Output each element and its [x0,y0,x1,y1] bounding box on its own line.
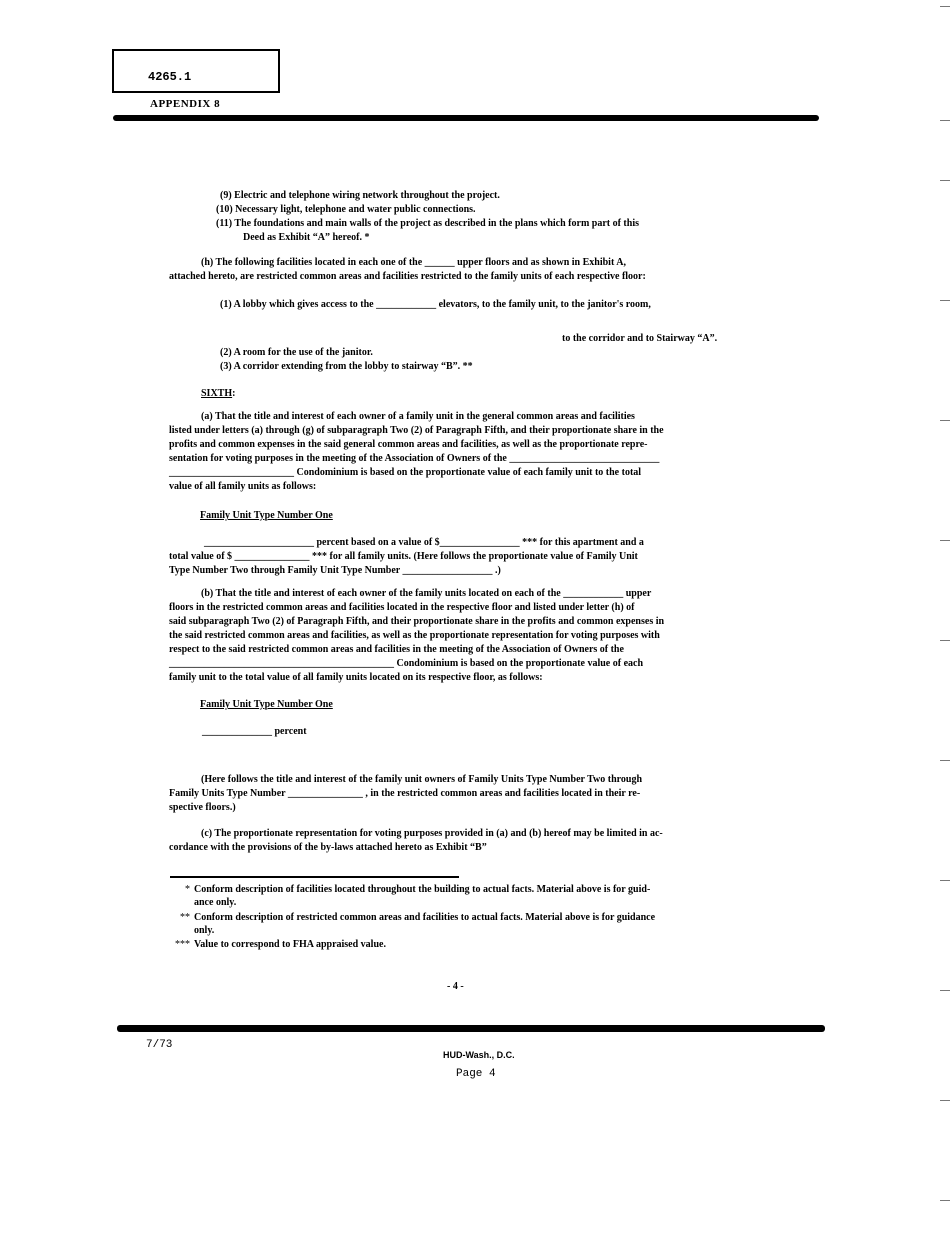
here-follows-line-2: Family Units Type Number _______________ , in the restricted common areas and facilities located in their re- [169,788,641,799]
footnote-2-line-2: only. [194,925,215,936]
para-a-line-2: listed under letters (a) through (g) of subparagraph Two (2) of Paragraph Fifth, and their proportionate share in the [169,425,664,436]
para-b-line-1: (b) That the title and interest of each owner of the family units located on each of the ____________ upper [201,588,652,599]
footnote-1-line-2: ance only. [194,897,237,908]
h-item-1-cont: to the corridor and to Stairway “A”. [562,333,718,344]
footnote-mark-3: *** [175,939,190,950]
scan-edge-mark [940,760,950,761]
scan-edge-mark [940,990,950,991]
scan-edge-mark [940,1100,950,1101]
para-a-line-4: sentation for voting purposes in the meeting of the Association of Owners of the ______________________________ [169,453,660,464]
para-b-line-4: the said restricted common areas and facilities, as well as the proportionate representation for voting purposes with [169,630,660,641]
para-a-line-3: profits and common expenses in the said general common areas and facilities, as well as the proportionate repre- [169,439,648,450]
footnote-3-line-1: Value to correspond to FHA appraised value. [194,939,386,950]
list-item-11-cont: Deed as Exhibit “A” hereof. * [243,232,370,243]
footnote-rule [170,876,459,878]
here-follows-line-1: (Here follows the title and interest of the family unit owners of Family Units Type Number Two through [201,774,643,785]
document-number-box [112,49,280,93]
h-item-3: (3) A corridor extending from the lobby to stairway “B”. ** [220,361,473,372]
scan-edge-mark [940,540,950,541]
para-a-line-1: (a) That the title and interest of each owner of a family unit in the general common areas and facilities [201,411,635,422]
para-c-line-1: (c) The proportionate representation for voting purposes provided in (a) and (b) hereof may be limited in ac- [201,828,663,839]
para-b-line-2: floors in the restricted common areas and facilities located in the respective floor and listed under letter (h) of [169,602,635,613]
list-item-9: (9) Electric and telephone wiring network throughout the project. [220,190,500,201]
list-item-10: (10) Necessary light, telephone and water public connections. [216,204,476,215]
footer-office: HUD-Wash., D.C. [443,1050,515,1060]
para-a-line-5: _________________________ Condominium is based on the proportionate value of each family unit to the total [169,467,642,478]
footer-page-label: Page 4 [456,1068,496,1080]
footer-rule [117,1025,825,1032]
scan-edge-mark [940,180,950,181]
sixth-heading-colon: : [232,388,236,399]
para-b-line-3: said subparagraph Two (2) of Paragraph Fifth, and their proportionate share in the profits and common expenses in [169,616,665,627]
percent-line: ______________ percent [202,726,307,737]
scan-edge-mark [940,880,950,881]
footer-date: 7/73 [146,1039,173,1051]
page-marker: - 4 - [447,981,464,992]
scan-edge-mark [940,1200,950,1201]
scan-edge-mark [940,6,950,7]
sixth-heading [201,387,235,401]
footnote-2-line-1: Conform description of restricted common areas and facilities to actual facts. Material above is for guidance [194,912,656,923]
family-unit-line-3: Type Number Two through Family Unit Type Number __________________ .) [169,565,501,576]
para-h-line-2: attached hereto, are restricted common areas and facilities restricted to the family units of each respective floor: [169,271,646,282]
family-unit-line-1: ______________________ percent based on a value of $________________ *** for this apartment and a [204,537,644,548]
para-c-line-2: cordance with the provisions of the by-laws attached hereto as Exhibit “B” [169,842,487,853]
family-unit-heading-1: Family Unit Type Number One [200,510,333,521]
family-unit-heading-2: Family Unit Type Number One [200,699,333,710]
appendix-label: APPENDIX 8 [150,98,221,110]
h-item-1: (1) A lobby which gives access to the ____________ elevators, to the family unit, to the janitor's room, [220,299,651,310]
scan-edge-mark [940,420,950,421]
para-b-line-7: family unit to the total value of all family units located on its respective floor, as follows: [169,672,543,683]
sixth-heading-text: SIXTH [201,388,233,399]
para-a-line-6: value of all family units as follows: [169,481,317,492]
para-h-line-1: (h) The following facilities located in each one of the ______ upper floors and as shown in Exhibit A, [201,257,626,268]
family-unit-line-2: total value of $ _______________ *** for all family units. (Here follows the proportionate value of Family Unit [169,551,638,562]
scan-edge-mark [940,640,950,641]
document-number: 4265.1 [148,70,192,84]
footnote-1-line-1: Conform description of facilities located throughout the building to actual facts. Material above is for guid- [194,884,651,895]
para-b-line-6: _____________________________________________ Condominium is based on the proportionate value of each [169,658,644,669]
scan-edge-mark [940,300,950,301]
list-item-11: (11) The foundations and main walls of the project as described in the plans which form part of this [216,218,639,229]
h-item-2: (2) A room for the use of the janitor. [220,347,373,358]
here-follows-line-3: spective floors.) [169,802,236,813]
footnote-mark-2: ** [180,912,190,923]
footnote-mark-1: * [185,884,190,895]
para-b-line-5: respect to the said restricted common areas and facilities in the meeting of the Association of Owners of the [169,644,624,655]
scan-edge-mark [940,120,950,121]
header-rule [113,115,819,121]
